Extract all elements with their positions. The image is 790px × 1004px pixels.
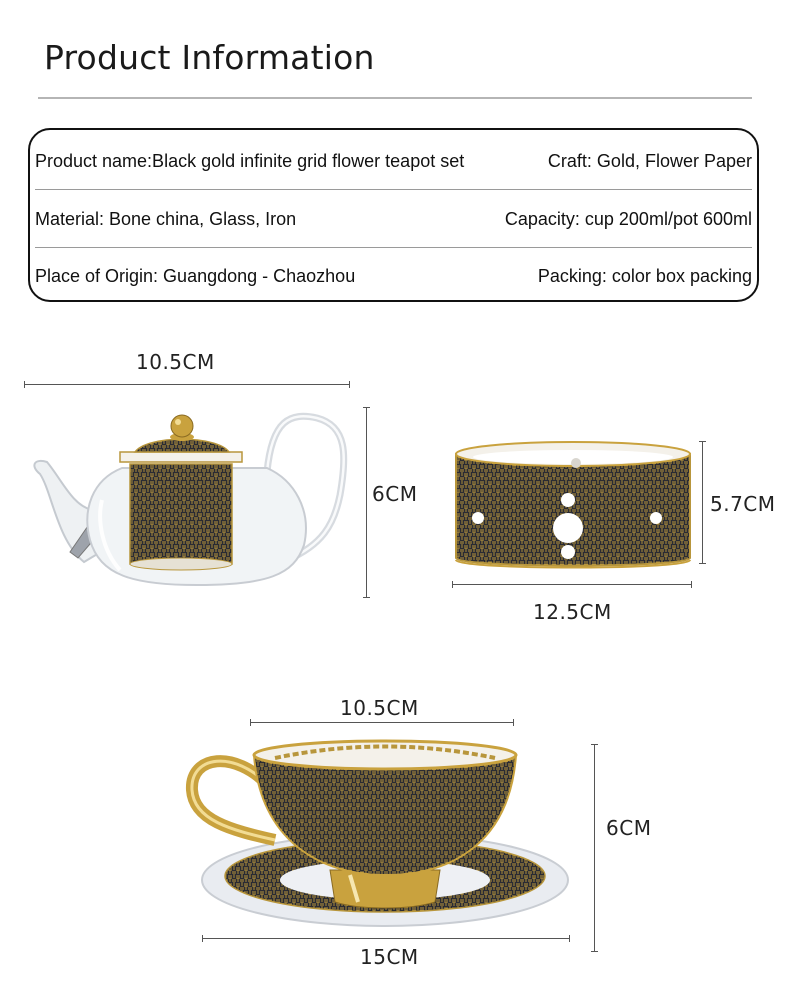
- info-row-origin-packing: [35, 248, 752, 304]
- origin-text: Place of Origin: Guangdong - Chaozhou: [35, 265, 356, 286]
- material-text: Material: Bone china, Glass, Iron: [35, 208, 297, 229]
- info-row-name-craft: [35, 133, 752, 189]
- cup-width-label: 10.5CM: [340, 696, 419, 720]
- info-row-divider: [35, 189, 752, 190]
- teapot-width-label: 10.5CM: [136, 350, 215, 374]
- craft-text: Craft: Gold, Flower Paper: [547, 150, 752, 171]
- packing-text: Packing: color box packing: [537, 265, 752, 286]
- warmer-width-label: 12.5CM: [533, 600, 612, 624]
- teapot-height-line: [366, 407, 367, 598]
- info-row-material-capacity: [35, 191, 752, 247]
- tea-warmer-image: [448, 440, 698, 575]
- teapot-height-label: 6CM: [372, 482, 418, 506]
- cup-height-line: [594, 744, 595, 952]
- cup-and-saucer-image: [180, 730, 580, 940]
- warmer-height-line: [702, 441, 703, 564]
- cup-height-label: 6CM: [606, 816, 652, 840]
- glass-teapot-image: [22, 400, 352, 600]
- product-info-table: [28, 128, 759, 302]
- cup-width-line: [250, 722, 514, 723]
- title-divider: [38, 97, 752, 99]
- capacity-text: Capacity: cup 200ml/pot 600ml: [504, 208, 752, 229]
- product-name-text: Product name:Black gold infinite grid flower teapot set: [35, 150, 465, 171]
- teapot-width-line: [24, 384, 350, 385]
- saucer-width-label: 15CM: [360, 945, 419, 969]
- warmer-height-label: 5.7CM: [710, 492, 776, 516]
- warmer-width-line: [452, 584, 692, 585]
- page-title: Product Information: [44, 38, 375, 77]
